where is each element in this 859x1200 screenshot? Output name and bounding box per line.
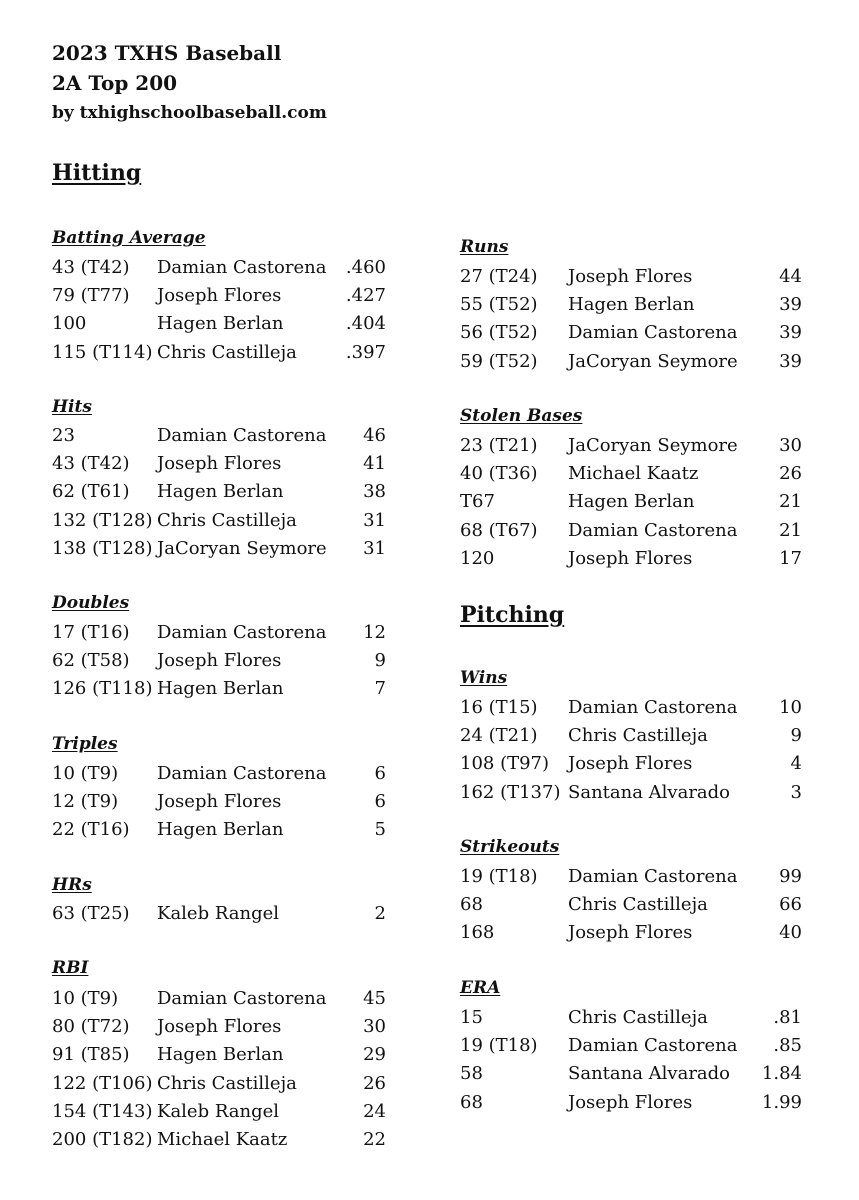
player-name: Damian Castorena — [568, 1035, 738, 1057]
rank-cell: 23 (T21) — [460, 435, 538, 456]
stat-value: 30 — [363, 1016, 386, 1038]
stat-value: 12 — [363, 622, 386, 643]
stat-value: 40 — [779, 922, 802, 944]
rank-cell: 56 (T52) — [460, 322, 538, 344]
rank-cell: 62 (T61) — [52, 481, 130, 503]
stat-value: 6 — [374, 763, 386, 784]
player-name: JaCoryan Seymore — [568, 435, 738, 456]
player-name: Joseph Flores — [157, 453, 282, 475]
stat-value: 9 — [374, 650, 386, 672]
player-name: Joseph Flores — [157, 285, 282, 307]
player-name: Joseph Flores — [568, 1091, 693, 1113]
player-name: Hagen Berlan — [568, 294, 695, 316]
player-name: Hagen Berlan — [568, 491, 695, 513]
player-name: Kaleb Rangel — [157, 903, 280, 924]
stat-value: .397 — [345, 341, 386, 363]
stat-value: 99 — [779, 866, 802, 887]
rank-cell: 168 — [460, 922, 495, 944]
stat-value: 39 — [779, 350, 802, 372]
category-hits: Hits — [52, 397, 92, 417]
player-name: Chris Castilleja — [568, 1007, 708, 1028]
rank-cell: 162 (T137) — [460, 781, 561, 803]
category-stolen-bases: Stolen Bases — [460, 406, 583, 426]
player-name: Damian Castorena — [568, 322, 738, 344]
player-name: Chris Castilleja — [157, 509, 297, 531]
stat-value: 7 — [374, 678, 386, 700]
player-name: Hagen Berlan — [157, 819, 284, 841]
stat-value: .460 — [345, 257, 386, 278]
player-name: Damian Castorena — [568, 866, 738, 887]
rank-cell: 63 (T25) — [52, 903, 130, 924]
rank-cell: 62 (T58) — [52, 650, 130, 672]
stat-value: .404 — [345, 313, 386, 335]
stat-value: 26 — [779, 463, 802, 485]
rank-cell: 23 — [52, 425, 75, 446]
rank-cell: 19 (T18) — [460, 866, 538, 887]
rank-cell: 10 (T9) — [52, 988, 119, 1009]
rank-cell: 68 (T67) — [460, 519, 538, 541]
stat-value: 41 — [363, 453, 386, 475]
player-name: Chris Castilleja — [157, 341, 297, 363]
category-strikeouts: Strikeouts — [460, 837, 560, 857]
rank-cell: 122 (T106) — [52, 1072, 153, 1094]
player-name: Joseph Flores — [568, 547, 693, 569]
stat-value: 21 — [779, 519, 802, 541]
stat-value: 10 — [779, 697, 802, 718]
stat-value: 3 — [790, 781, 802, 803]
player-name: Damian Castorena — [157, 257, 327, 278]
rank-cell: 100 — [52, 313, 87, 335]
player-name: Damian Castorena — [157, 988, 327, 1009]
rank-cell: 27 (T24) — [460, 266, 538, 287]
rank-cell: 40 (T36) — [460, 463, 538, 485]
rank-cell: 10 (T9) — [52, 763, 119, 784]
rank-cell: 132 (T128) — [52, 509, 153, 531]
section-pitching-title: Pitching — [460, 602, 565, 628]
player-name: Damian Castorena — [157, 763, 327, 784]
player-name: Damian Castorena — [568, 519, 738, 541]
stat-value: 5 — [374, 819, 386, 841]
rank-cell: 43 (T42) — [52, 257, 130, 278]
stat-value: 22 — [363, 1129, 386, 1150]
player-name: Joseph Flores — [568, 266, 693, 287]
player-name: Michael Kaatz — [568, 463, 699, 485]
stat-value: 4 — [790, 753, 802, 775]
player-name: Hagen Berlan — [157, 481, 284, 503]
rank-cell: 108 (T97) — [460, 753, 550, 775]
doc-subtitle: 2A Top 200 — [52, 71, 178, 95]
player-name: Joseph Flores — [568, 922, 693, 944]
stat-value: 2 — [374, 903, 386, 924]
player-name: JaCoryan Seymore — [157, 537, 327, 559]
stat-value: .85 — [773, 1035, 802, 1057]
rank-cell: 80 (T72) — [52, 1016, 130, 1038]
rank-cell: 19 (T18) — [460, 1035, 538, 1057]
stat-value: 29 — [363, 1044, 386, 1066]
section-hitting-title: Hitting — [52, 160, 142, 186]
stat-value: 17 — [779, 547, 802, 569]
category-runs: Runs — [460, 237, 509, 257]
stat-value: 21 — [779, 491, 802, 513]
doc-title: 2023 TXHS Baseball — [52, 41, 282, 65]
stat-value: 24 — [363, 1100, 386, 1122]
stat-value: 1.99 — [761, 1091, 802, 1113]
player-name: Joseph Flores — [157, 791, 282, 813]
player-name: Joseph Flores — [157, 650, 282, 672]
stat-value: 31 — [363, 509, 386, 531]
stat-value: 1.84 — [761, 1063, 802, 1085]
rank-cell: 17 (T16) — [52, 622, 130, 643]
stat-value: .427 — [345, 285, 386, 307]
player-name: Michael Kaatz — [157, 1129, 288, 1150]
stat-value: 46 — [363, 425, 386, 446]
rank-cell: 154 (T143) — [52, 1100, 153, 1122]
category-rbi: RBI — [52, 958, 89, 978]
player-name: Santana Alvarado — [568, 1063, 731, 1085]
stat-value: 66 — [779, 894, 802, 916]
rank-cell: 120 — [460, 547, 495, 569]
category-wins: Wins — [460, 668, 508, 688]
stat-value: 31 — [363, 537, 386, 559]
rank-cell: 68 — [460, 1091, 483, 1113]
stat-value: 9 — [790, 725, 802, 747]
player-name: JaCoryan Seymore — [568, 350, 738, 372]
rank-cell: 68 — [460, 894, 483, 916]
rank-cell: 126 (T118) — [52, 678, 153, 700]
player-name: Chris Castilleja — [157, 1072, 297, 1094]
player-name: Joseph Flores — [157, 1016, 282, 1038]
rank-cell: 115 (T114) — [52, 341, 153, 363]
stat-value: 26 — [363, 1072, 386, 1094]
stat-value: 39 — [779, 322, 802, 344]
player-name: Hagen Berlan — [157, 313, 284, 335]
rank-cell: 15 — [460, 1007, 483, 1028]
rank-cell: 138 (T128) — [52, 537, 153, 559]
rank-cell: 43 (T42) — [52, 453, 130, 475]
player-name: Kaleb Rangel — [157, 1100, 280, 1122]
player-name: Joseph Flores — [568, 753, 693, 775]
rank-cell: 91 (T85) — [52, 1044, 130, 1066]
rank-cell: 59 (T52) — [460, 350, 538, 372]
stat-value: 30 — [779, 435, 802, 456]
category-doubles: Doubles — [52, 593, 130, 613]
player-name: Damian Castorena — [568, 697, 738, 718]
rank-cell: 16 (T15) — [460, 697, 538, 718]
document-header — [52, 38, 327, 128]
stat-value: 38 — [363, 481, 386, 503]
player-name: Damian Castorena — [157, 622, 327, 643]
stat-value: .81 — [773, 1007, 802, 1028]
stat-value: 6 — [374, 791, 386, 813]
stat-value: 45 — [363, 988, 386, 1009]
player-name: Chris Castilleja — [568, 725, 708, 747]
player-name: Damian Castorena — [157, 425, 327, 446]
rank-cell: 22 (T16) — [52, 819, 130, 841]
rank-cell: 200 (T182) — [52, 1129, 153, 1150]
rank-cell: 55 (T52) — [460, 294, 538, 316]
category-batting-average: Batting Average — [52, 228, 206, 248]
category-era: ERA — [460, 978, 501, 998]
stat-value: 39 — [779, 294, 802, 316]
category-triples: Triples — [52, 734, 118, 754]
rank-cell: 24 (T21) — [460, 725, 538, 747]
player-name: Santana Alvarado — [568, 781, 731, 803]
category-hrs: HRs — [52, 875, 92, 895]
rank-cell: 79 (T77) — [52, 285, 130, 307]
player-name: Chris Castilleja — [568, 894, 708, 916]
rank-cell: 12 (T9) — [52, 791, 119, 813]
doc-byline: by txhighschoolbaseball.com — [52, 103, 327, 123]
player-name: Hagen Berlan — [157, 1044, 284, 1066]
rank-cell: T67 — [460, 491, 495, 513]
rank-cell: 58 — [460, 1063, 483, 1085]
player-name: Hagen Berlan — [157, 678, 284, 700]
stat-value: 44 — [779, 266, 802, 287]
